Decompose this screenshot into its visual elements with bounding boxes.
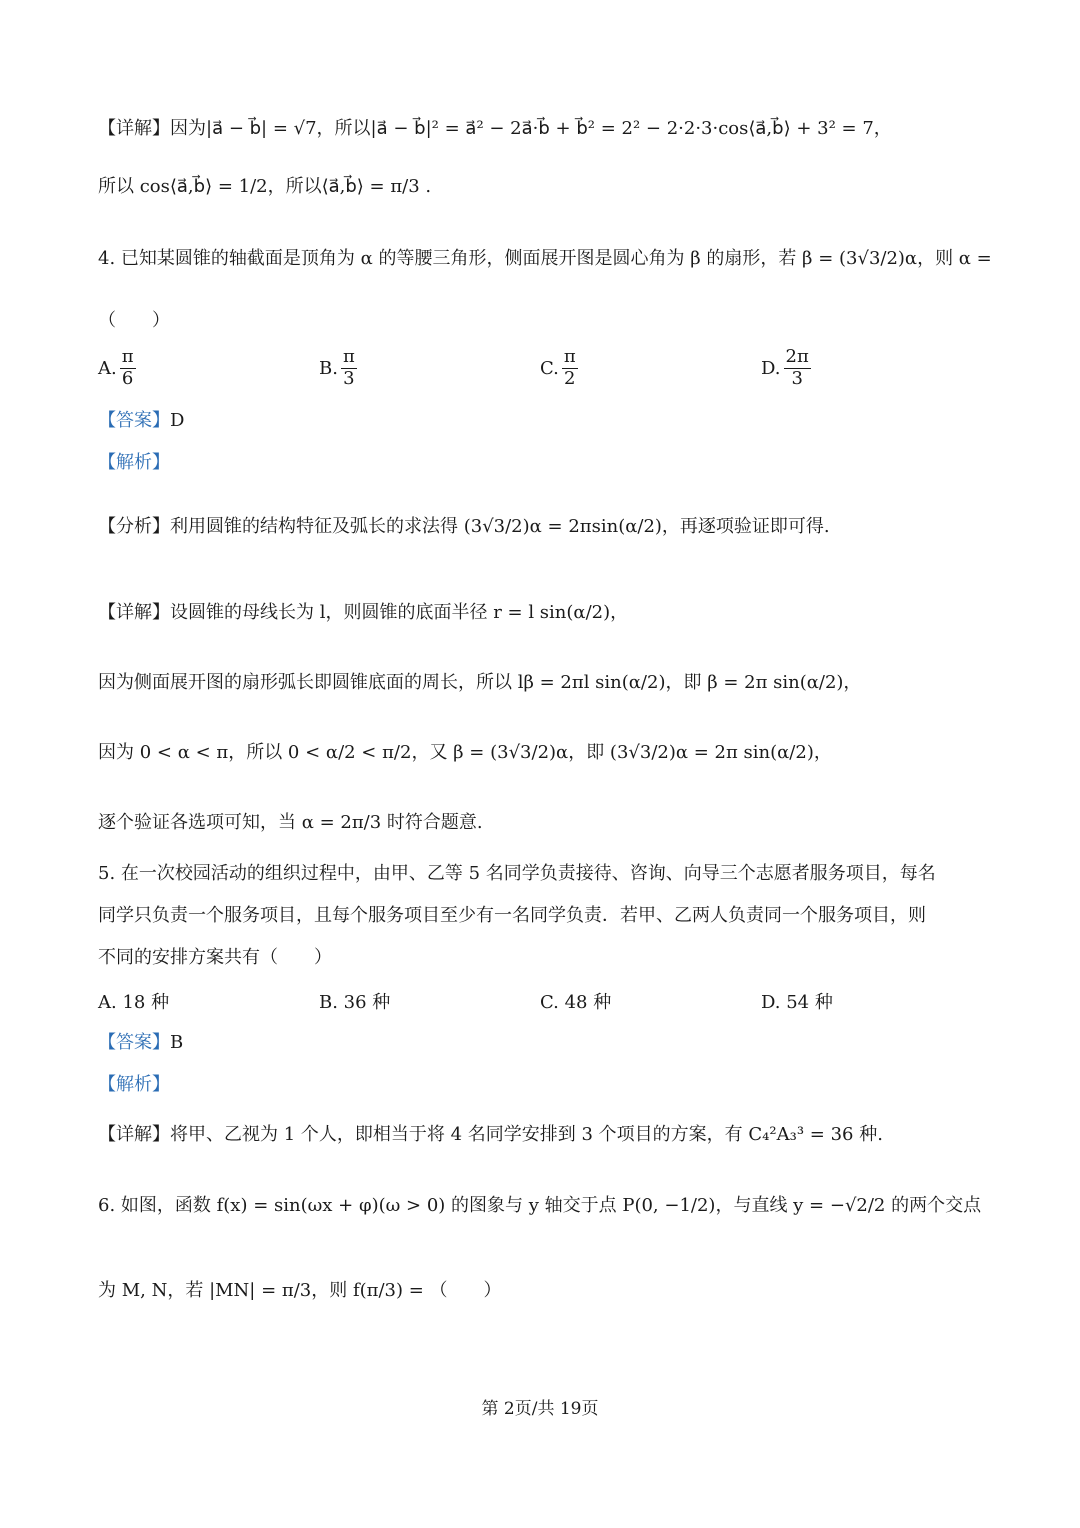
q3-detail-line-1: 【详解】因为|a⃗ − b⃗| = √7，所以|a⃗ − b⃗|² = a⃗² − 2a⃗·b⃗ + b⃗² = 2² − 2·2·3·cos⟨a⃗,b⃗⟩ + 3² = 7， [98,118,892,139]
option-fraction: $\frac{\pi}{3}$ [342,346,355,389]
q5-answer [98,1030,984,1056]
q4-option-b [319,348,360,389]
q5-stem-line-2: 同学只负责一个服务项目，且每个服务项目至少有一名同学负责．若甲、乙两人负责同一个服务项目，则 [98,905,926,926]
answer-value: D [170,410,185,431]
page-footer: 第 2页/共 19页 [481,1399,599,1419]
option-letter: B. [319,357,338,379]
option-fraction: $\frac{\pi}{2}$ [563,346,576,389]
q3-detail-line-2: 所以 cos⟨a⃗,b⃗⟩ = 1/2，所以⟨a⃗,b⃗⟩ = π/3 . [98,176,432,197]
q6-stem-line-2: 为 M, N，若 |MN| = π/3，则 f(π/3) = （ ） [98,1280,502,1301]
q4-detail-line-1: 【详解】设圆锥的母线长为 l，则圆锥的底面半径 r = l sin(α/2)， [98,602,629,623]
q5-option-d: D. 54 种 [761,992,833,1013]
q4-stem-line-1: 4. 已知某圆锥的轴截面是顶角为 α 的等腰三角形，侧面展开图是圆心角为 β 的扇形，若 β = (3√3/2)α，则 α = [98,248,992,269]
q5-option-b: B. 36 种 [319,992,391,1013]
q4-detail-line-3: 因为 0 < α < π，所以 0 < α/2 < π/2，又 β = (3√3/2)α，即 (3√3/2)α = 2π sin(α/2)， [98,742,832,763]
q5-analysis-label [98,1072,984,1098]
q4-option-c [540,348,581,389]
answer-value: B [170,1032,184,1053]
q4-answer [98,408,984,434]
q4-analysis-label [98,450,984,476]
option-fraction: $\frac{\pi}{6}$ [121,346,134,389]
answer-label: 【答案】 [98,410,170,431]
q5-option-a: A. 18 种 [98,992,170,1013]
q5-stem-line-3: 不同的安排方案共有（ ） [98,947,332,968]
option-letter: A. [98,357,117,379]
q4-option-d [761,348,814,389]
q4-option-a [98,348,139,389]
q5-option-c: C. 48 种 [540,992,612,1013]
analysis-label: 【解析】 [98,452,170,473]
option-letter: C. [540,357,559,379]
q5-detail-line: 【详解】将甲、乙视为 1 个人，即相当于将 4 名同学安排到 3 个项目的方案，有 C₄²A₃³ = 36 种. [98,1124,883,1145]
option-letter: D. [761,357,781,379]
answer-label: 【答案】 [98,1032,170,1053]
analysis-label: 【解析】 [98,1074,170,1095]
q4-stem-line-2: （ ） [98,310,170,331]
q4-analysis-line: 【分析】利用圆锥的结构特征及弧长的求法得 (3√3/2)α = 2πsin(α/2)，再逐项验证即可得. [98,516,830,537]
option-fraction: $\frac{2\pi}{3}$ [785,346,809,389]
q5-stem-line-1: 5. 在一次校园活动的组织过程中，由甲、乙等 5 名同学负责接待、咨询、向导三个志愿者服务项目，每名 [98,863,936,884]
q6-stem-line-1: 6. 如图，函数 f(x) = sin(ωx + φ)(ω > 0) 的图象与 y 轴交于点 P(0, −1/2)，与直线 y = −√2/2 的两个交点 [98,1195,982,1216]
q4-detail-line-2: 因为侧面展开图的扇形弧长即圆锥底面的周长，所以 lβ = 2πl sin(α/2)，即 β = 2π sin(α/2)， [98,672,862,693]
q4-detail-line-4: 逐个验证各选项可知，当 α = 2π/3 时符合题意. [98,812,483,833]
